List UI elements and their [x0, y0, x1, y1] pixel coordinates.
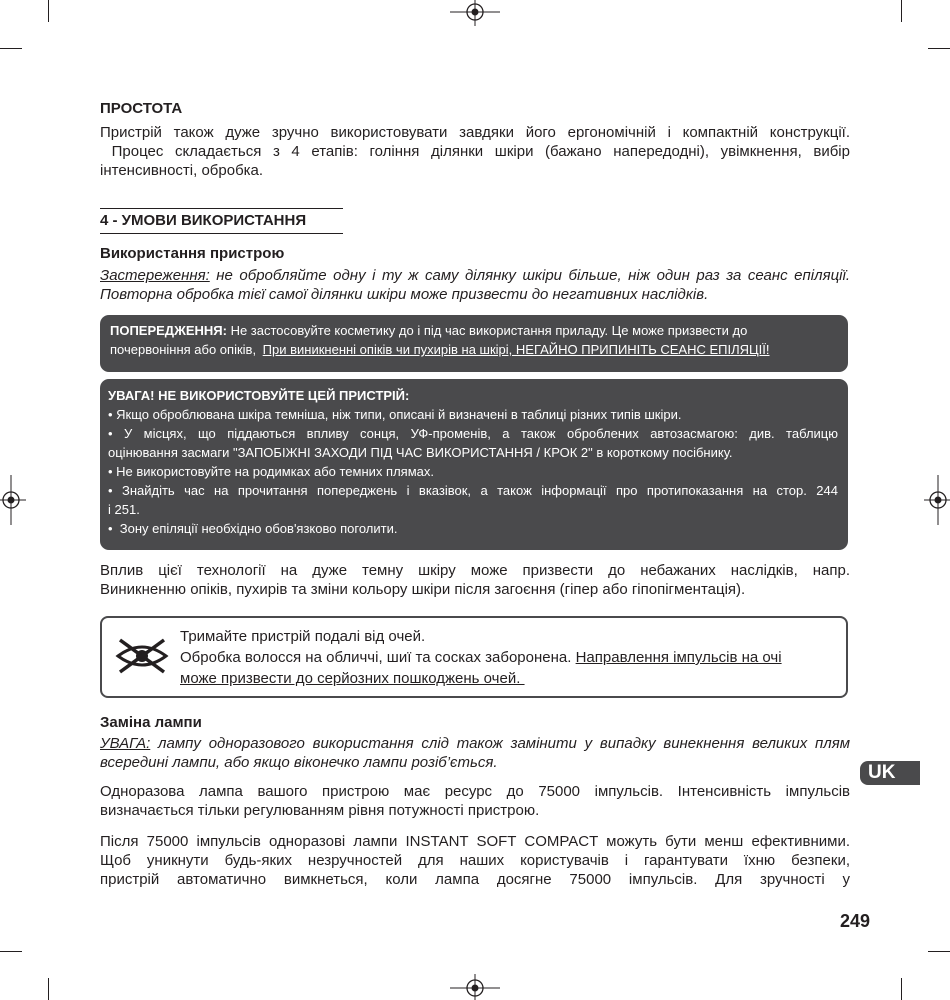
- attention-box: [100, 379, 848, 550]
- eye-underlined-text: Направлення імпульсів на очі: [575, 649, 782, 666]
- crop-mark: [48, 0, 49, 22]
- text-line: всередині лампи, або якщо віконечко лампи розіб’ється.: [100, 754, 498, 771]
- attention-label: УВАГА:: [100, 735, 151, 752]
- crop-mark: [0, 48, 22, 49]
- registration-mark-icon: [450, 0, 500, 26]
- text-line: [180, 647, 832, 668]
- section-title: 4 - УМОВИ ВИКОРИСТАННЯ: [100, 208, 343, 234]
- text-line: Виникненню опіків, пухирів та зміни кольору шкіри після загоєння (гіпер або гіпопігментація).: [100, 581, 746, 598]
- language-tab: UK: [860, 761, 920, 785]
- text-line: Після 75000 імпульсів одноразові лампи INSTANT SOFT COMPACT можуть бути менш ефективними.: [100, 833, 850, 850]
- text-line: [100, 734, 850, 753]
- list-item: • Не використовуйте на родимках або темних плямах.: [108, 464, 434, 479]
- warning-box: [100, 315, 848, 372]
- crop-mark: [928, 951, 950, 952]
- warning-label: ПОПЕРЕДЖЕННЯ:: [110, 323, 227, 338]
- list-item: • Якщо оброблювана шкіра темніша, ніж типи, описані й визначені в таблиці різних типів шкіри.: [108, 407, 682, 422]
- lamp-paragraph-2: [100, 832, 850, 889]
- crop-mark: [928, 48, 950, 49]
- text-line: [100, 266, 850, 285]
- warning-line: [110, 321, 747, 340]
- lamp-paragraph-1: [100, 782, 850, 820]
- simplicity-heading: ПРОСТОТА: [100, 100, 183, 117]
- text-line: Тримайте пристрій подалі від очей.: [180, 628, 426, 645]
- text-line: Одноразова лампа вашого пристрою має ресурс до 75000 імпульсів. Інтенсивність імпульсів: [100, 783, 850, 800]
- caution-paragraph: [100, 266, 850, 304]
- crop-mark: [0, 951, 22, 952]
- lamp-attention: [100, 734, 850, 772]
- eye-warning-box: [100, 616, 848, 698]
- impact-paragraph: [100, 561, 850, 599]
- text-line: Пристрій також дуже зручно використовувати завдяки його ергономічній і компактній конструкції.: [100, 124, 850, 141]
- text-line: Повторна обробка тієї самої ділянки шкіри може призвести до негативних наслідків.: [100, 286, 709, 303]
- no-eye-icon: [114, 636, 170, 676]
- warning-text: почервоніння або опіків,: [110, 342, 260, 357]
- crop-mark: [901, 0, 902, 22]
- warning-line: [110, 340, 770, 359]
- registration-mark-icon: [924, 475, 950, 525]
- list-item: • У місцях, що піддаються впливу сонця, УФ-променів, а також оброблених автозасмагою: див. таблицю: [108, 426, 838, 441]
- registration-mark-icon: [0, 475, 26, 525]
- attention-text: лампу одноразового використання слід також замінити у випадку винекнення великих плям: [150, 735, 850, 752]
- usage-subheading: Використання пристрою: [100, 245, 285, 262]
- lamp-heading: Заміна лампи: [100, 714, 202, 731]
- crop-mark: [901, 978, 902, 1000]
- text-line: Процес складається з 4 етапів: гоління ділянки шкіри (бажано напередодні), увімкнення, вибір: [100, 143, 850, 160]
- eye-warning-text: [180, 626, 832, 689]
- text-line: пристрій автоматично вимкнеться, коли лампа досягне 75000 імпульсів. Для зручності у: [100, 871, 850, 888]
- registration-mark-icon: [450, 974, 500, 1000]
- page-number: 249: [839, 911, 870, 931]
- caution-label: Застереження:: [100, 267, 210, 284]
- warning-text: Не застосовуйте косметику до і під час використання приладу. Це може призвести до: [226, 323, 748, 338]
- list-item: оцінювання засмаги "ЗАПОБІЖНІ ЗАХОДИ ПІД ЧАС ВИКОРИСТАННЯ / КРОК 2" в короткому посібнику.: [108, 445, 733, 460]
- attention-list: [108, 405, 838, 538]
- caution-text: не обробляйте одну і ту ж саму ділянку шкіри більше, ніж один раз за сеанс епіляції.: [209, 267, 850, 284]
- text-line: інтенсивності, обробка.: [100, 162, 264, 179]
- simplicity-paragraph: [100, 123, 850, 180]
- crop-mark: [48, 978, 49, 1000]
- warning-underlined-text: При виникненні опіків чи пухирів на шкірі, НЕГАЙНО ПРИПИНІТЬ СЕАНС ЕПІЛЯЦІЇ!: [262, 342, 770, 357]
- list-item: і 251.: [108, 502, 140, 517]
- text-line: Вплив цієї технології на дуже темну шкіру може призвести до небажаних наслідків, напр.: [100, 562, 850, 579]
- eye-underlined-text: може призвести до серйозних пошкоджень очей.: [180, 670, 525, 687]
- eye-text: Обробка волосся на обличчі, шиї та сосках заборонена.: [180, 649, 576, 666]
- attention-title: УВАГА! НЕ ВИКОРИСТОВУЙТЕ ЦЕЙ ПРИСТРІЙ:: [108, 388, 410, 403]
- list-item: • Зону епіляції необхідно обов'язково поголити.: [108, 521, 398, 536]
- text-line: Щоб уникнути будь-яких незручностей для наших користувачів і гарантувати їхню безпеки,: [100, 852, 850, 869]
- text-line: визначається тільки регулюванням рівня потужності пристрою.: [100, 802, 540, 819]
- list-item: • Знайдіть час на прочитання попереджень і вказівок, а також інформації про протипоказання на стор. 244: [108, 483, 838, 498]
